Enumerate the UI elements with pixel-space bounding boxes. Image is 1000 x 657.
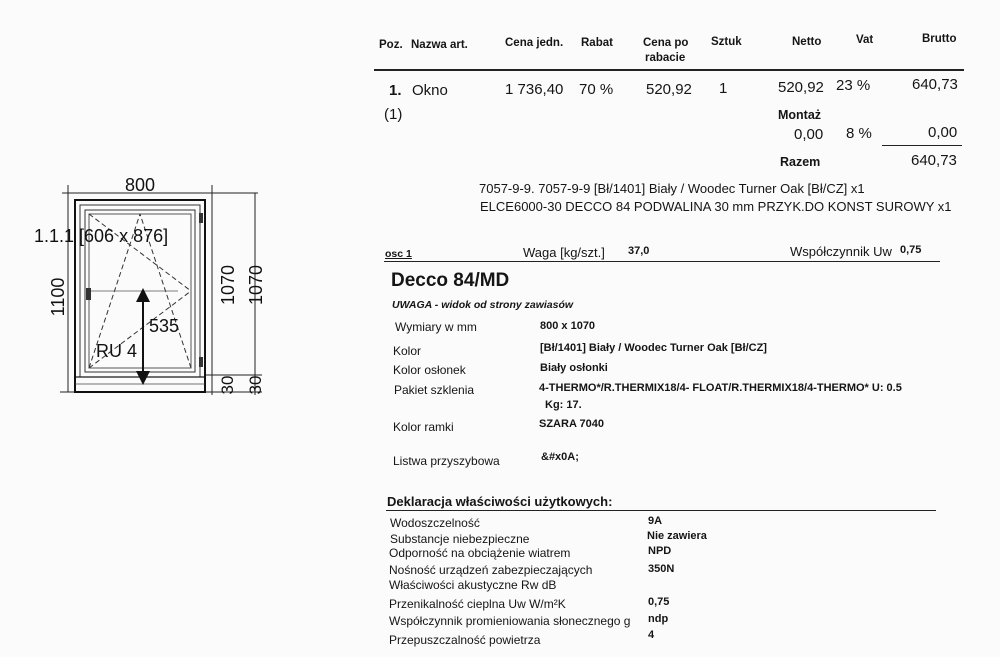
component-line-1: 7057-9-9. 7057-9-9 [Bł/1401] Biały / Woodec Turner Oak [Bł/CZ] x1 <box>479 181 865 196</box>
decl-row-value: 9A <box>648 515 663 527</box>
declaration-title: Deklaracja właściwości użytkowych: <box>387 494 613 509</box>
row-netto: 520,92 <box>778 79 824 96</box>
width-label: 800 <box>124 175 156 195</box>
razem-label: Razem <box>780 155 821 169</box>
header-brutto: Brutto <box>922 33 957 45</box>
spec-row-label: Listwa przyszybowa <box>393 454 500 468</box>
decl-row-value: 0,75 <box>648 596 670 608</box>
component-line-2: ELCE6000-30 DECCO 84 PODWALINA 30 mm PRZYK.DO KONST SUROWY x1 <box>480 199 952 214</box>
montaz-netto: 0,00 <box>794 126 824 143</box>
header-nazwa: Nazwa art. <box>411 39 468 51</box>
sash-label: 1.1.1 [606 x 876] <box>34 226 169 246</box>
warning-bold: UWAGA <box>392 299 432 311</box>
spec-row-value: [Bł/1401] Biały / Woodec Turner Oak [Bł/CZ] <box>540 342 767 354</box>
spec-row-label: Kolor ramki <box>393 420 454 434</box>
window-drawing <box>0 165 290 415</box>
decl-row-value: NPD <box>648 545 672 557</box>
spec-row-value: &#x0A; <box>541 451 579 463</box>
warning-rest: - widok od strony zawiasów <box>431 299 574 311</box>
row-nazwa: Okno <box>412 82 448 99</box>
sill-label-2: 30 <box>246 375 265 395</box>
spec-divider <box>384 261 940 262</box>
decl-row-label: Współczynnik promieniowania słonecznego g <box>389 614 631 628</box>
header-vat: Vat <box>856 34 874 46</box>
inner-height-label-2: 1070 <box>246 264 266 306</box>
header-rabacie: rabacie <box>645 52 686 64</box>
header-netto: Netto <box>792 36 822 48</box>
header-cena-po: Cena po <box>643 37 689 49</box>
spec-row-value: 800 x 1070 <box>540 320 596 332</box>
header-sztuk: Sztuk <box>711 36 742 48</box>
spec-row-label: Kolor <box>393 344 422 358</box>
row-cena-jedn: 1 736,40 <box>505 81 564 98</box>
row-brutto: 640,73 <box>912 76 958 93</box>
decl-row-label: Nośność urządzeń zabezpieczających <box>389 563 593 577</box>
razem-brutto: 640,73 <box>911 152 957 169</box>
decl-row-value: 350N <box>648 563 675 575</box>
decl-row-label: Wodoszczelność <box>390 516 480 530</box>
waga-value: 37,0 <box>628 245 650 257</box>
decl-row-label: Przenikalność cieplna Uw W/m²K <box>389 597 566 611</box>
decl-row-label: Substancje niebezpieczne <box>390 532 530 546</box>
decl-row-label: Właściwości akustyczne Rw dB <box>389 578 557 592</box>
spec-row-label: Pakiet szklenia <box>394 383 475 397</box>
decl-row-label: Przepuszczalność powietrza <box>389 633 541 647</box>
header-cena-jedn: Cena jedn. <box>505 37 564 49</box>
spec-title: Decco 84/MD <box>391 270 510 291</box>
row-vat: 23 % <box>836 77 871 94</box>
row-rabat: 70 % <box>579 81 614 98</box>
decl-row-label: Odporność na obciążenie wiatrem <box>389 546 571 560</box>
glass-weight: Kg: 17. <box>545 399 582 411</box>
row-sztuk: 1 <box>719 80 728 97</box>
row-cena-po: 520,92 <box>646 81 692 98</box>
opening-type-label: RU 4 <box>96 341 138 361</box>
handle-height-label: 535 <box>149 316 180 336</box>
warning-text <box>392 299 573 311</box>
spec-row-label: Wymiary w mm <box>395 320 477 334</box>
uw-label: Współczynnik Uw <box>790 244 892 259</box>
montaz-brutto: 0,00 <box>928 124 958 141</box>
sill-label-1: 30 <box>218 375 237 395</box>
decl-row-value: Nie zawiera <box>647 530 707 542</box>
spec-row-value: 4-THERMO*/R.THERMIX18/4- FLOAT/R.THERMIX18/4-THERMO* U: 0.5 <box>539 382 902 394</box>
uw-value: 0,75 <box>900 244 922 256</box>
montaz-vat: 8 % <box>846 125 872 142</box>
total-divider <box>882 145 962 146</box>
header-rabat: Rabat <box>581 37 613 49</box>
spec-row-label: Kolor osłonek <box>393 363 466 377</box>
declaration-divider <box>386 510 936 511</box>
row-sub: (1) <box>384 106 403 123</box>
decl-row-value: 4 <box>648 629 655 641</box>
montaz-label: Montaż <box>778 108 822 122</box>
decl-row-value: ndp <box>648 613 669 625</box>
row-poz: 1. <box>389 82 402 99</box>
osc-label: osc 1 <box>385 248 412 260</box>
inner-height-label-1: 1070 <box>218 264 238 306</box>
height-label: 1100 <box>48 277 68 317</box>
spec-row-value: SZARA 7040 <box>539 418 605 430</box>
waga-label: Waga [kg/szt.] <box>523 245 605 260</box>
header-poz: Poz. <box>379 39 403 51</box>
header-divider <box>374 69 964 71</box>
spec-row-value: Biały osłonki <box>540 362 608 374</box>
